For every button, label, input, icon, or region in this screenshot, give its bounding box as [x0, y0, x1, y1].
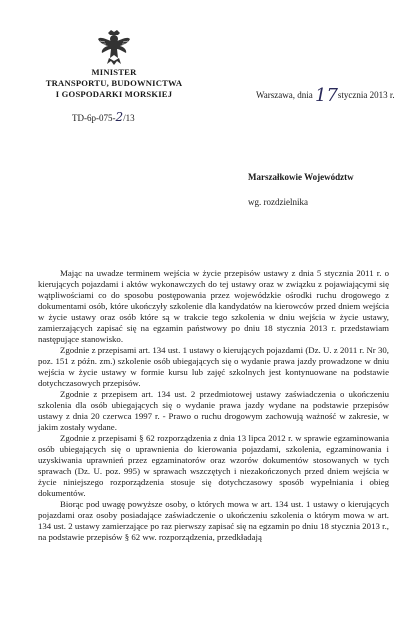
reference-prefix: TD-6p-075- [72, 113, 116, 123]
reference-handwritten-number: 2 [115, 110, 124, 124]
recipient-note: wg. rozdzielnika [248, 197, 308, 207]
ministry-header [34, 67, 194, 100]
date-suffix: stycznia 2013 r. [337, 90, 395, 100]
recipient-name: Marszałkowie Województw [248, 172, 354, 182]
body-paragraph-5: Biorąc pod uwagę powyższe osoby, o których mowa w art. 134 ust. 1 ustawy o kierujących pojazdami oraz osoby posiadające zaświadczenie o ukończeniu szkolenia o którym mowa w art. 134 ust. 2 ustawy zamierzające po raz pierwszy zapisać się na egzamin po dniu 18 stycznia 2013 r., na podstawie przepisów § 62 ww. rozporządzenia, przedkładają [38, 499, 389, 542]
body-paragraph-2: Zgodnie z przepisami art. 134 ust. 1 ustawy o kierujących pojazdami (Dz. U. z 2011 r. Nr 30, poz. 151 z późn. zm.) szkolenie osób ubiegających się o wydanie prawa jazdy prowadzone w dniu wejścia w życie ustawy w formie kursu lub zajęć szkolnych jest kontynuowane na podstawie dotychczasowych przepisów. [38, 345, 389, 388]
body-paragraph-1: Mając na uwadze terminem wejścia w życie przepisów ustawy z dnia 5 stycznia 2011 r. o kierujących pojazdami i aktów wykonawczych do tej ustawy oraz w związku z pojawiającymi się wątpliwościami co do sposobu postępowania przez wojewódzkie ośrodki ruchu drogowego z dokumentami osób, które ukończyły szkolenie dla kandydatów na kierowców przed dniem wejścia w życie ustawy oraz osób które są w trakcie tego szkolenia w dniu wejścia w życie ustawy, zamierzających zapisać się na egzamin państwowy po dniu 18 stycznia 2013 r. przedstawiam następujące stanowisko. [38, 268, 389, 344]
reference-suffix: /13 [123, 113, 135, 123]
reference-number [72, 110, 135, 124]
date-prefix: Warszawa, dnia [256, 90, 313, 100]
body-paragraph-3: Zgodnie z przepisem art. 134 ust. 2 przedmiotowej ustawy zaświadczenia o ukończeniu szkolenia dla osób ubiegających się o wydanie prawa jazdy wydane na podstawie przepisów ustawy z dnia 20 czerwca 1997 r. - Prawo o ruchu drogowym zachowują ważność w zakresie, w jakim zostały wydane. [38, 389, 389, 432]
letter-body [38, 268, 389, 543]
body-paragraph-4: Zgodnie z przepisami § 62 rozporządzenia z dnia 13 lipca 2012 r. w sprawie egzaminowania osób ubiegających się o uprawnienia do kierowania pojazdami, szkolenia, egzaminowania i uzyskiwania uprawnień przez egzaminatorów oraz wzorów dokumentów stosowanych w tych sprawach (Dz. U. poz. 995) w sprawach wszczętych i niezakończonych przed dniem wejścia w życie niniejszego rozporządzenia stosuje się dotychczasowy sposób wypełniania i obieg dokumentów. [38, 433, 389, 498]
polish-eagle-emblem-icon [97, 28, 131, 66]
ministry-line-1: MINISTER [91, 67, 137, 77]
date-line [256, 82, 395, 106]
date-handwritten-day: 17 [315, 85, 338, 106]
ministry-line-3: I GOSPODARKI MORSKIEJ [55, 89, 173, 99]
ministry-line-2: TRANSPORTU, BUDOWNICTWA [45, 78, 183, 88]
